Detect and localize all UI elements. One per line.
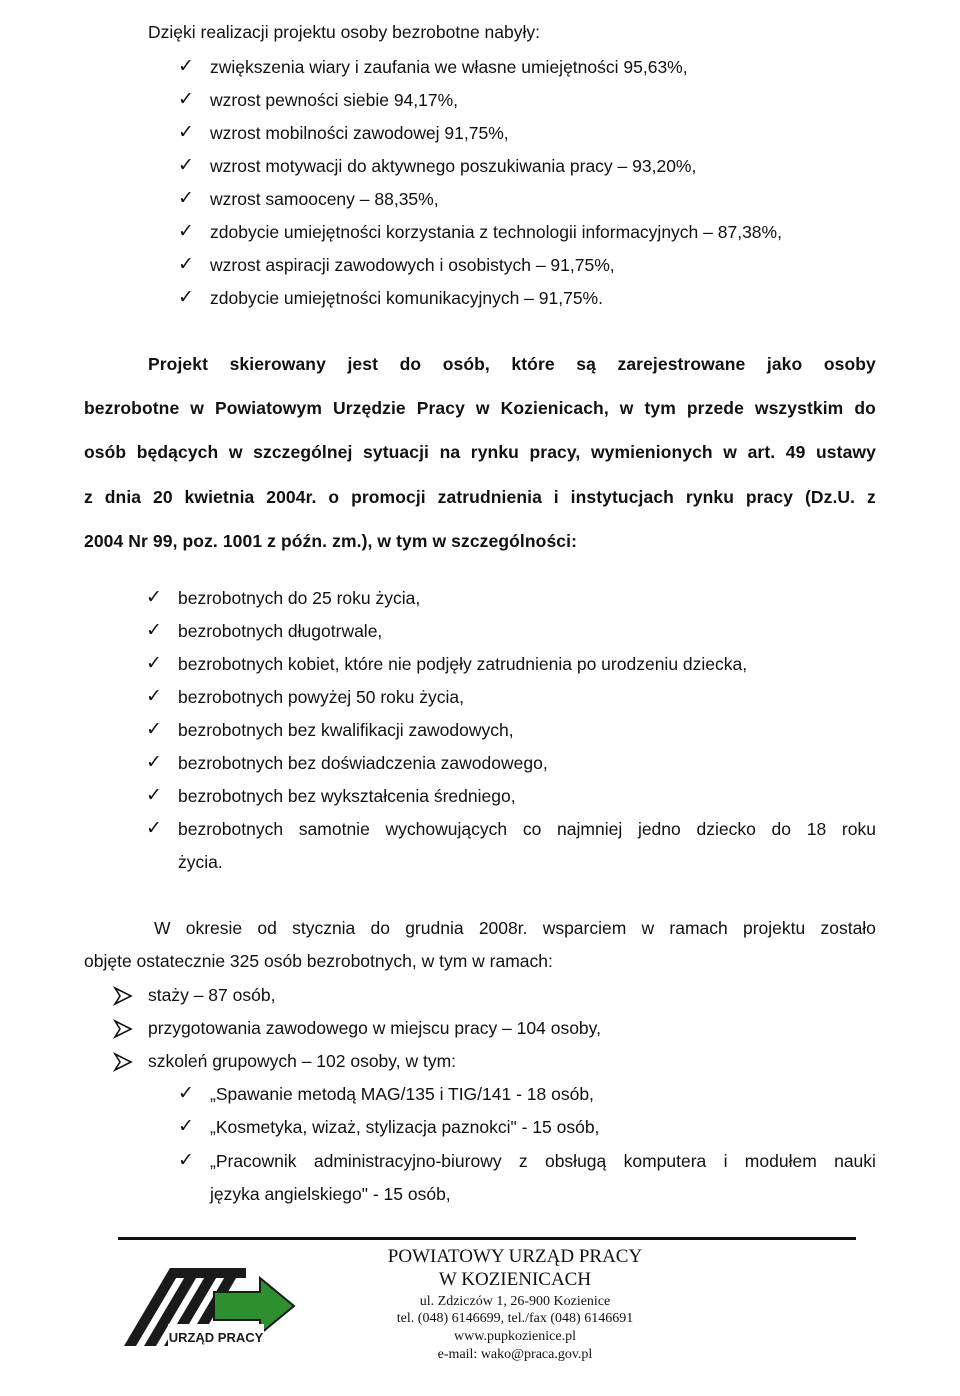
checkmark-icon: ✓ bbox=[178, 55, 194, 77]
paragraph-line bbox=[84, 397, 876, 419]
paragraph-line bbox=[84, 441, 876, 463]
word: i bbox=[553, 487, 559, 507]
word: art. bbox=[747, 442, 776, 462]
checkmark-icon: ✓ bbox=[178, 1082, 194, 1104]
word: z bbox=[84, 487, 93, 507]
checkmark-icon: ✓ bbox=[178, 88, 194, 110]
word: w bbox=[228, 442, 243, 462]
office-name: POWIATOWY URZĄD PRACY bbox=[387, 1246, 643, 1267]
paragraph-line: objęte ostatecznie 325 osób bezrobotnych, w tym w ramach: bbox=[84, 951, 553, 971]
paragraph-line bbox=[84, 530, 577, 552]
word: w bbox=[723, 442, 738, 462]
word: okresie bbox=[185, 918, 243, 938]
word: do bbox=[854, 398, 876, 418]
arrowhead-icon bbox=[112, 985, 134, 1007]
word: 2008r. bbox=[478, 918, 528, 938]
word: do bbox=[370, 918, 390, 938]
word: 49 bbox=[785, 442, 806, 462]
word: jest bbox=[347, 354, 379, 374]
word: jedno bbox=[637, 819, 681, 839]
checkmark-icon: ✓ bbox=[178, 1149, 194, 1171]
word: pracy, bbox=[529, 442, 581, 462]
word: administracyjno-biurowy bbox=[313, 1151, 502, 1171]
word: (Dz.U. bbox=[804, 487, 856, 507]
word: wszystkim bbox=[754, 398, 844, 418]
word: jako bbox=[766, 354, 803, 374]
checkmark-icon: ✓ bbox=[178, 286, 194, 308]
word: w bbox=[475, 398, 490, 418]
word: co bbox=[522, 819, 542, 839]
word: zostało bbox=[820, 918, 876, 938]
word: bezrobotnych bbox=[178, 819, 284, 839]
urzad-pracy-logo bbox=[118, 1254, 318, 1350]
word: z bbox=[518, 1151, 528, 1171]
word: Powiatowym bbox=[215, 398, 322, 418]
paragraph-line bbox=[84, 486, 876, 508]
checkmark-icon: ✓ bbox=[178, 154, 194, 176]
checkmark-icon: ✓ bbox=[146, 586, 162, 608]
word: Projekt bbox=[148, 354, 209, 374]
word: w bbox=[190, 398, 205, 418]
checkmark-icon: ✓ bbox=[146, 751, 162, 773]
word: instytucjach bbox=[570, 487, 674, 507]
checkmark-icon: ✓ bbox=[146, 652, 162, 674]
word: które bbox=[511, 354, 555, 374]
word: wsparciem bbox=[542, 918, 627, 938]
word: pracy bbox=[745, 487, 794, 507]
checkmark-icon: ✓ bbox=[178, 121, 194, 143]
word: przede bbox=[686, 398, 744, 418]
word: osób bbox=[84, 442, 127, 462]
word: stycznia bbox=[292, 918, 356, 938]
word: modułem bbox=[744, 1151, 817, 1171]
intro-text: Dzięki realizacji projektu osoby bezrobotne nabyły: bbox=[148, 22, 541, 42]
checkmark-icon: ✓ bbox=[146, 784, 162, 806]
word: Pracy bbox=[416, 398, 465, 418]
word: 2004r. bbox=[266, 487, 317, 507]
checkmark-icon: ✓ bbox=[146, 619, 162, 641]
word: rynku bbox=[470, 442, 519, 462]
office-email[interactable]: e-mail: wako@praca.gov.pl bbox=[437, 1347, 593, 1362]
word: ustawy bbox=[816, 442, 876, 462]
word: od bbox=[257, 918, 277, 938]
word: obsługą bbox=[544, 1151, 607, 1171]
office-address: ul. Zdziczów 1, 26-900 Kozienice bbox=[419, 1294, 611, 1309]
checkmark-icon: ✓ bbox=[178, 187, 194, 209]
word: osób, bbox=[442, 354, 490, 374]
word: do bbox=[771, 819, 792, 839]
word: grudnia bbox=[405, 918, 464, 938]
word: nauki bbox=[834, 1151, 876, 1171]
word: bezrobotne bbox=[84, 398, 180, 418]
word: 2004 Nr 99, poz. 1001 z późn. zm.), w tym w szczególności: bbox=[84, 531, 578, 551]
checkmark-icon: ✓ bbox=[146, 718, 162, 740]
word: na bbox=[439, 442, 461, 462]
word: 18 bbox=[806, 819, 827, 839]
word: o bbox=[328, 487, 340, 507]
word: „Pracownik bbox=[210, 1151, 297, 1171]
checkmark-icon: ✓ bbox=[146, 817, 162, 839]
word: wymienionych bbox=[590, 442, 713, 462]
word: W bbox=[154, 918, 171, 938]
word: są bbox=[576, 354, 596, 374]
word: tym bbox=[644, 398, 676, 418]
word: zarejestrowane bbox=[617, 354, 746, 374]
word: dnia bbox=[104, 487, 142, 507]
word: Urzędzie bbox=[332, 398, 406, 418]
arrowhead-icon bbox=[112, 1018, 134, 1040]
word: będących bbox=[136, 442, 219, 462]
word: osoby bbox=[823, 354, 876, 374]
word: w bbox=[619, 398, 634, 418]
word: komputera bbox=[623, 1151, 707, 1171]
word: w bbox=[641, 918, 655, 938]
word: promocji bbox=[351, 487, 426, 507]
word: szczególnej bbox=[253, 442, 353, 462]
word: rynku bbox=[685, 487, 734, 507]
word: roku bbox=[841, 819, 876, 839]
footer-divider bbox=[118, 1237, 856, 1240]
word: ramach bbox=[669, 918, 728, 938]
checkmark-icon: ✓ bbox=[178, 253, 194, 275]
office-phone: tel. (048) 6146699, tel./fax (048) 6146691 bbox=[396, 1311, 634, 1326]
paragraph-line bbox=[154, 917, 876, 939]
word: Kozienicach, bbox=[500, 398, 609, 418]
word: kwietnia bbox=[184, 487, 255, 507]
word: do bbox=[399, 354, 422, 374]
word: wychowujących bbox=[385, 819, 508, 839]
word: dziecko bbox=[696, 819, 756, 839]
paragraph-line bbox=[148, 353, 876, 375]
arrowhead-icon bbox=[112, 1051, 134, 1073]
checkmark-icon: ✓ bbox=[178, 1115, 194, 1137]
logo-text: URZĄD PRACY bbox=[168, 1330, 264, 1345]
office-city: W KOZIENICACH bbox=[438, 1269, 592, 1290]
checkmark-icon: ✓ bbox=[146, 685, 162, 707]
checkmark-icon: ✓ bbox=[178, 220, 194, 242]
word: 20 bbox=[152, 487, 173, 507]
office-website[interactable]: www.pupkozienice.pl bbox=[454, 1329, 576, 1344]
word: skierowany bbox=[229, 354, 326, 374]
word: z bbox=[867, 487, 876, 507]
word: najmniej bbox=[557, 819, 623, 839]
word: samotnie bbox=[298, 819, 370, 839]
word: i bbox=[723, 1151, 728, 1171]
word: projektu bbox=[742, 918, 806, 938]
word: sytuacji bbox=[363, 442, 430, 462]
word: zatrudnienia bbox=[437, 487, 542, 507]
